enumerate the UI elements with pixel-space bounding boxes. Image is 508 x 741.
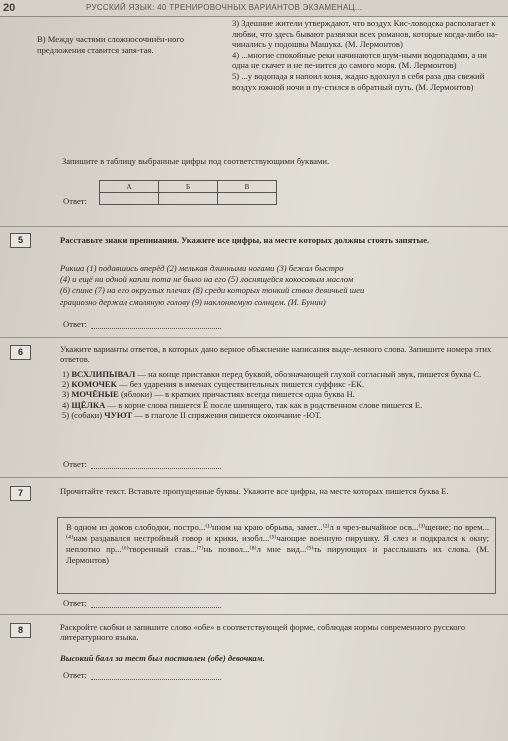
task-5-text (60, 263, 500, 308)
task-6-option[interactable] (62, 369, 492, 379)
criterion-b-text: В) Между частями сложносочинён-ного предложения ставится запя-тая. (37, 34, 184, 55)
task-7-prompt: Прочитайте текст. Вставьте пропущенные буквы. Укажите все цифры, на месте которых пишется буква Е. (60, 486, 449, 496)
grid-header-b: Б (159, 181, 218, 193)
task-6-number: 6 (10, 345, 31, 360)
task-6-option[interactable] (62, 410, 492, 420)
task-6-prompt: Укажите варианты ответов, в которых дано верное объяснение написания выде-ленного слова. Запишите номера этих ответов. (60, 344, 492, 365)
grid-cell-b[interactable] (159, 193, 218, 205)
option-num: 4) (62, 399, 72, 410)
task-6-option[interactable] (62, 400, 492, 410)
option-word: ВСХЛИПЫВАЛ (71, 369, 136, 379)
option-explanation: — в глаголе II спряжения пишется окончание -ЮТ. (132, 409, 322, 420)
task4-answer-label: Ответ: (63, 196, 87, 206)
divider (0, 477, 508, 478)
option-prefix: (собаки) (71, 409, 105, 420)
task-5-answer-label: Ответ: (63, 319, 87, 329)
example-4: 4) ...многие спокойные реки начинаются шум-ными водопадами, а ни одна не скачет и не пе-нится до самого моря. (М. Лермонтов) (232, 49, 487, 71)
task-8-answer (63, 670, 221, 680)
task-8-answer-field[interactable] (91, 671, 221, 680)
grid-header-a: А (100, 181, 159, 193)
task-7-answer-field[interactable] (91, 599, 221, 608)
examples-list (232, 18, 504, 92)
option-explanation: (яблоки) — в кратких причастиях всегда пишется одна буква Н. (118, 389, 355, 400)
task-8-answer-label: Ответ: (63, 670, 87, 680)
task-6-answer-label: Ответ: (63, 459, 87, 469)
task-5-line: (4) и ещё ни одной капли пота не было на его (5) лоснящейся кокосовым маслом (60, 274, 354, 285)
option-explanation: — в корне слова пишется Ё после шипящего, так как в родственном слове пишется Е. (105, 399, 423, 410)
option-word: ЧУЮТ (104, 409, 133, 420)
task-5-number: 5 (10, 233, 31, 248)
task-5-prompt: Расставьте знаки препинания. Укажите все цифры, на месте которых должны стоять запятые. (60, 235, 430, 245)
grid-header-c: В (218, 181, 277, 193)
option-explanation: — без ударения в именах существительных пишется суффикс -ЕК. (116, 379, 365, 390)
option-word: КОМОЧЕК (71, 379, 117, 390)
divider (0, 337, 508, 338)
task-8-sentence: Высокий балл за тест был поставлен (обе) девочкам. (60, 653, 265, 663)
answer-grid (99, 180, 277, 205)
option-num: 3) (62, 389, 72, 400)
task-8-number: 8 (10, 623, 31, 638)
task-7-number: 7 (10, 486, 31, 501)
running-title: РУССКИЙ ЯЗЫК: 40 ТРЕНИРОВОЧНЫХ ВАРИАНТОВ ЭКЗАМЕНАЦ... (86, 3, 363, 12)
table-instruction: Запишите в таблицу выбранные цифры под соответствующими буквами. (62, 156, 330, 166)
task-7-text-box (57, 517, 496, 594)
divider (0, 614, 508, 615)
option-num: 1) (62, 369, 72, 379)
task-6-answer (63, 459, 221, 469)
task-7-text: В одном из домов слободки, постро...⁽¹⁾нном на краю обрыва, замет...⁽²⁾л я чрез-вычайное осв...⁽³⁾щение; по врем...⁽⁴⁾нам раздавался нестройный говор и крики, изобл...⁽⁵⁾чающие военную пирушку. Я слез и подкрался к окну; неплотно пр...⁽⁶⁾творенный став...⁽⁷⁾нь позвол...⁽⁸⁾л мне вид...⁽⁹⁾ть пирующих и расслышать их слова. (М. Лермонтов) (66, 522, 489, 565)
criterion-b (37, 34, 221, 55)
option-num: 2) (62, 379, 72, 390)
page-number: 20 (3, 2, 16, 14)
example-5: 5) ...у водопада я напоил коня, жадно вдохнул в себя раза два свежий воздух южной ночи и пу-стился в обратный путь. (М. Лермонтов) (232, 70, 485, 92)
option-explanation: — на конце приставки перед буквой, обозначающей глухой согласный звук, пишется буква С. (135, 369, 482, 379)
example-3: 3) Здешние жители утверждают, что воздух Кис-ловодска располагает к любви, что здесь бывают развязки всех романов, которые когда-либо на-чинались у подошвы Машука. (М. Лермонтов) (232, 18, 498, 50)
task-5-answer (63, 319, 221, 329)
task-5-answer-field[interactable] (91, 320, 221, 329)
task-6-option[interactable] (62, 389, 492, 399)
task-5-line: Рикша (1) подавшись вперёд (2) мелькая длинными ногами (3) бежал быстро (60, 263, 344, 273)
divider (0, 226, 508, 227)
task-7-answer (63, 598, 221, 608)
option-word: ЩЁЛКА (71, 399, 106, 410)
grid-cell-a[interactable] (100, 193, 159, 205)
task-6-answer-field[interactable] (91, 460, 221, 469)
task-5-line: (6) спине (7) на его округлых плечах (8) среди которых тонкий ствол девичьей шеи (60, 285, 365, 296)
option-word: МОЧЁНЫЕ (71, 389, 119, 400)
task-5-line: грациозно держал смоляную голову (9) наклоняемую солнцем. (И. Бунин) (60, 296, 326, 307)
task-6-options (62, 369, 492, 420)
grid-cell-c[interactable] (218, 193, 277, 205)
task-8-prompt: Раскройте скобки и запишите слово «обе» в соответствующей форме, соблюдая нормы современного русского литературного языка. (60, 622, 466, 643)
task-7-answer-label: Ответ: (63, 598, 87, 608)
task-6-option[interactable] (62, 379, 492, 389)
page-header (0, 0, 508, 17)
option-num: 5) (62, 409, 72, 420)
